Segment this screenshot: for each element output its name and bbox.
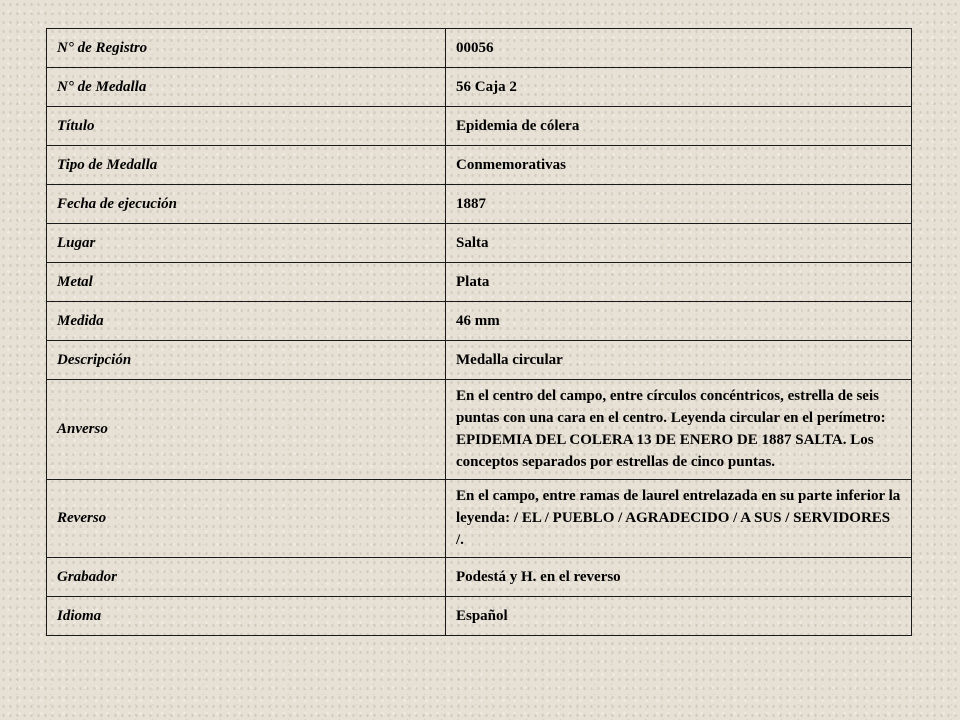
fecha-ejecucion-label: Fecha de ejecución (47, 185, 446, 224)
row-idioma (47, 597, 912, 636)
row-medida (47, 302, 912, 341)
row-fecha-ejecucion (47, 185, 912, 224)
registro-value: 00056 (446, 29, 912, 68)
row-metal (47, 263, 912, 302)
titulo-label: Título (47, 107, 446, 146)
tipo-medalla-value: Conmemorativas (446, 146, 912, 185)
medida-label: Medida (47, 302, 446, 341)
row-grabador (47, 558, 912, 597)
row-tipo-medalla (47, 146, 912, 185)
row-anverso (47, 380, 912, 480)
medal-record-table (46, 28, 912, 636)
lugar-value: Salta (446, 224, 912, 263)
row-lugar (47, 224, 912, 263)
metal-label: Metal (47, 263, 446, 302)
row-reverso (47, 480, 912, 558)
medida-value: 46 mm (446, 302, 912, 341)
grabador-label: Grabador (47, 558, 446, 597)
tipo-medalla-label: Tipo de Medalla (47, 146, 446, 185)
reverso-value: En el campo, entre ramas de laurel entrelazada en su parte inferior la leyenda: / EL / PUEBLO / AGRADECIDO / A SUS / SERVIDORES /. (446, 480, 912, 558)
medalla-numero-label: N° de Medalla (47, 68, 446, 107)
descripcion-label: Descripción (47, 341, 446, 380)
metal-value: Plata (446, 263, 912, 302)
fecha-ejecucion-value: 1887 (446, 185, 912, 224)
anverso-value: En el centro del campo, entre círculos concéntricos, estrella de seis puntas con una cara en el centro. Leyenda circular en el perímetro: EPIDEMIA DEL COLERA 13 DE ENERO DE 1887 SALTA. Los conceptos separados por estrellas de cinco puntas. (446, 380, 912, 480)
titulo-value: Epidemia de cólera (446, 107, 912, 146)
medalla-numero-value: 56 Caja 2 (446, 68, 912, 107)
anverso-label: Anverso (47, 380, 446, 480)
reverso-label: Reverso (47, 480, 446, 558)
idioma-label: Idioma (47, 597, 446, 636)
lugar-label: Lugar (47, 224, 446, 263)
row-descripcion (47, 341, 912, 380)
row-medalla-numero (47, 68, 912, 107)
registro-label: N° de Registro (47, 29, 446, 68)
descripcion-value: Medalla circular (446, 341, 912, 380)
grabador-value: Podestá y H. en el reverso (446, 558, 912, 597)
idioma-value: Español (446, 597, 912, 636)
row-titulo (47, 107, 912, 146)
row-registro (47, 29, 912, 68)
